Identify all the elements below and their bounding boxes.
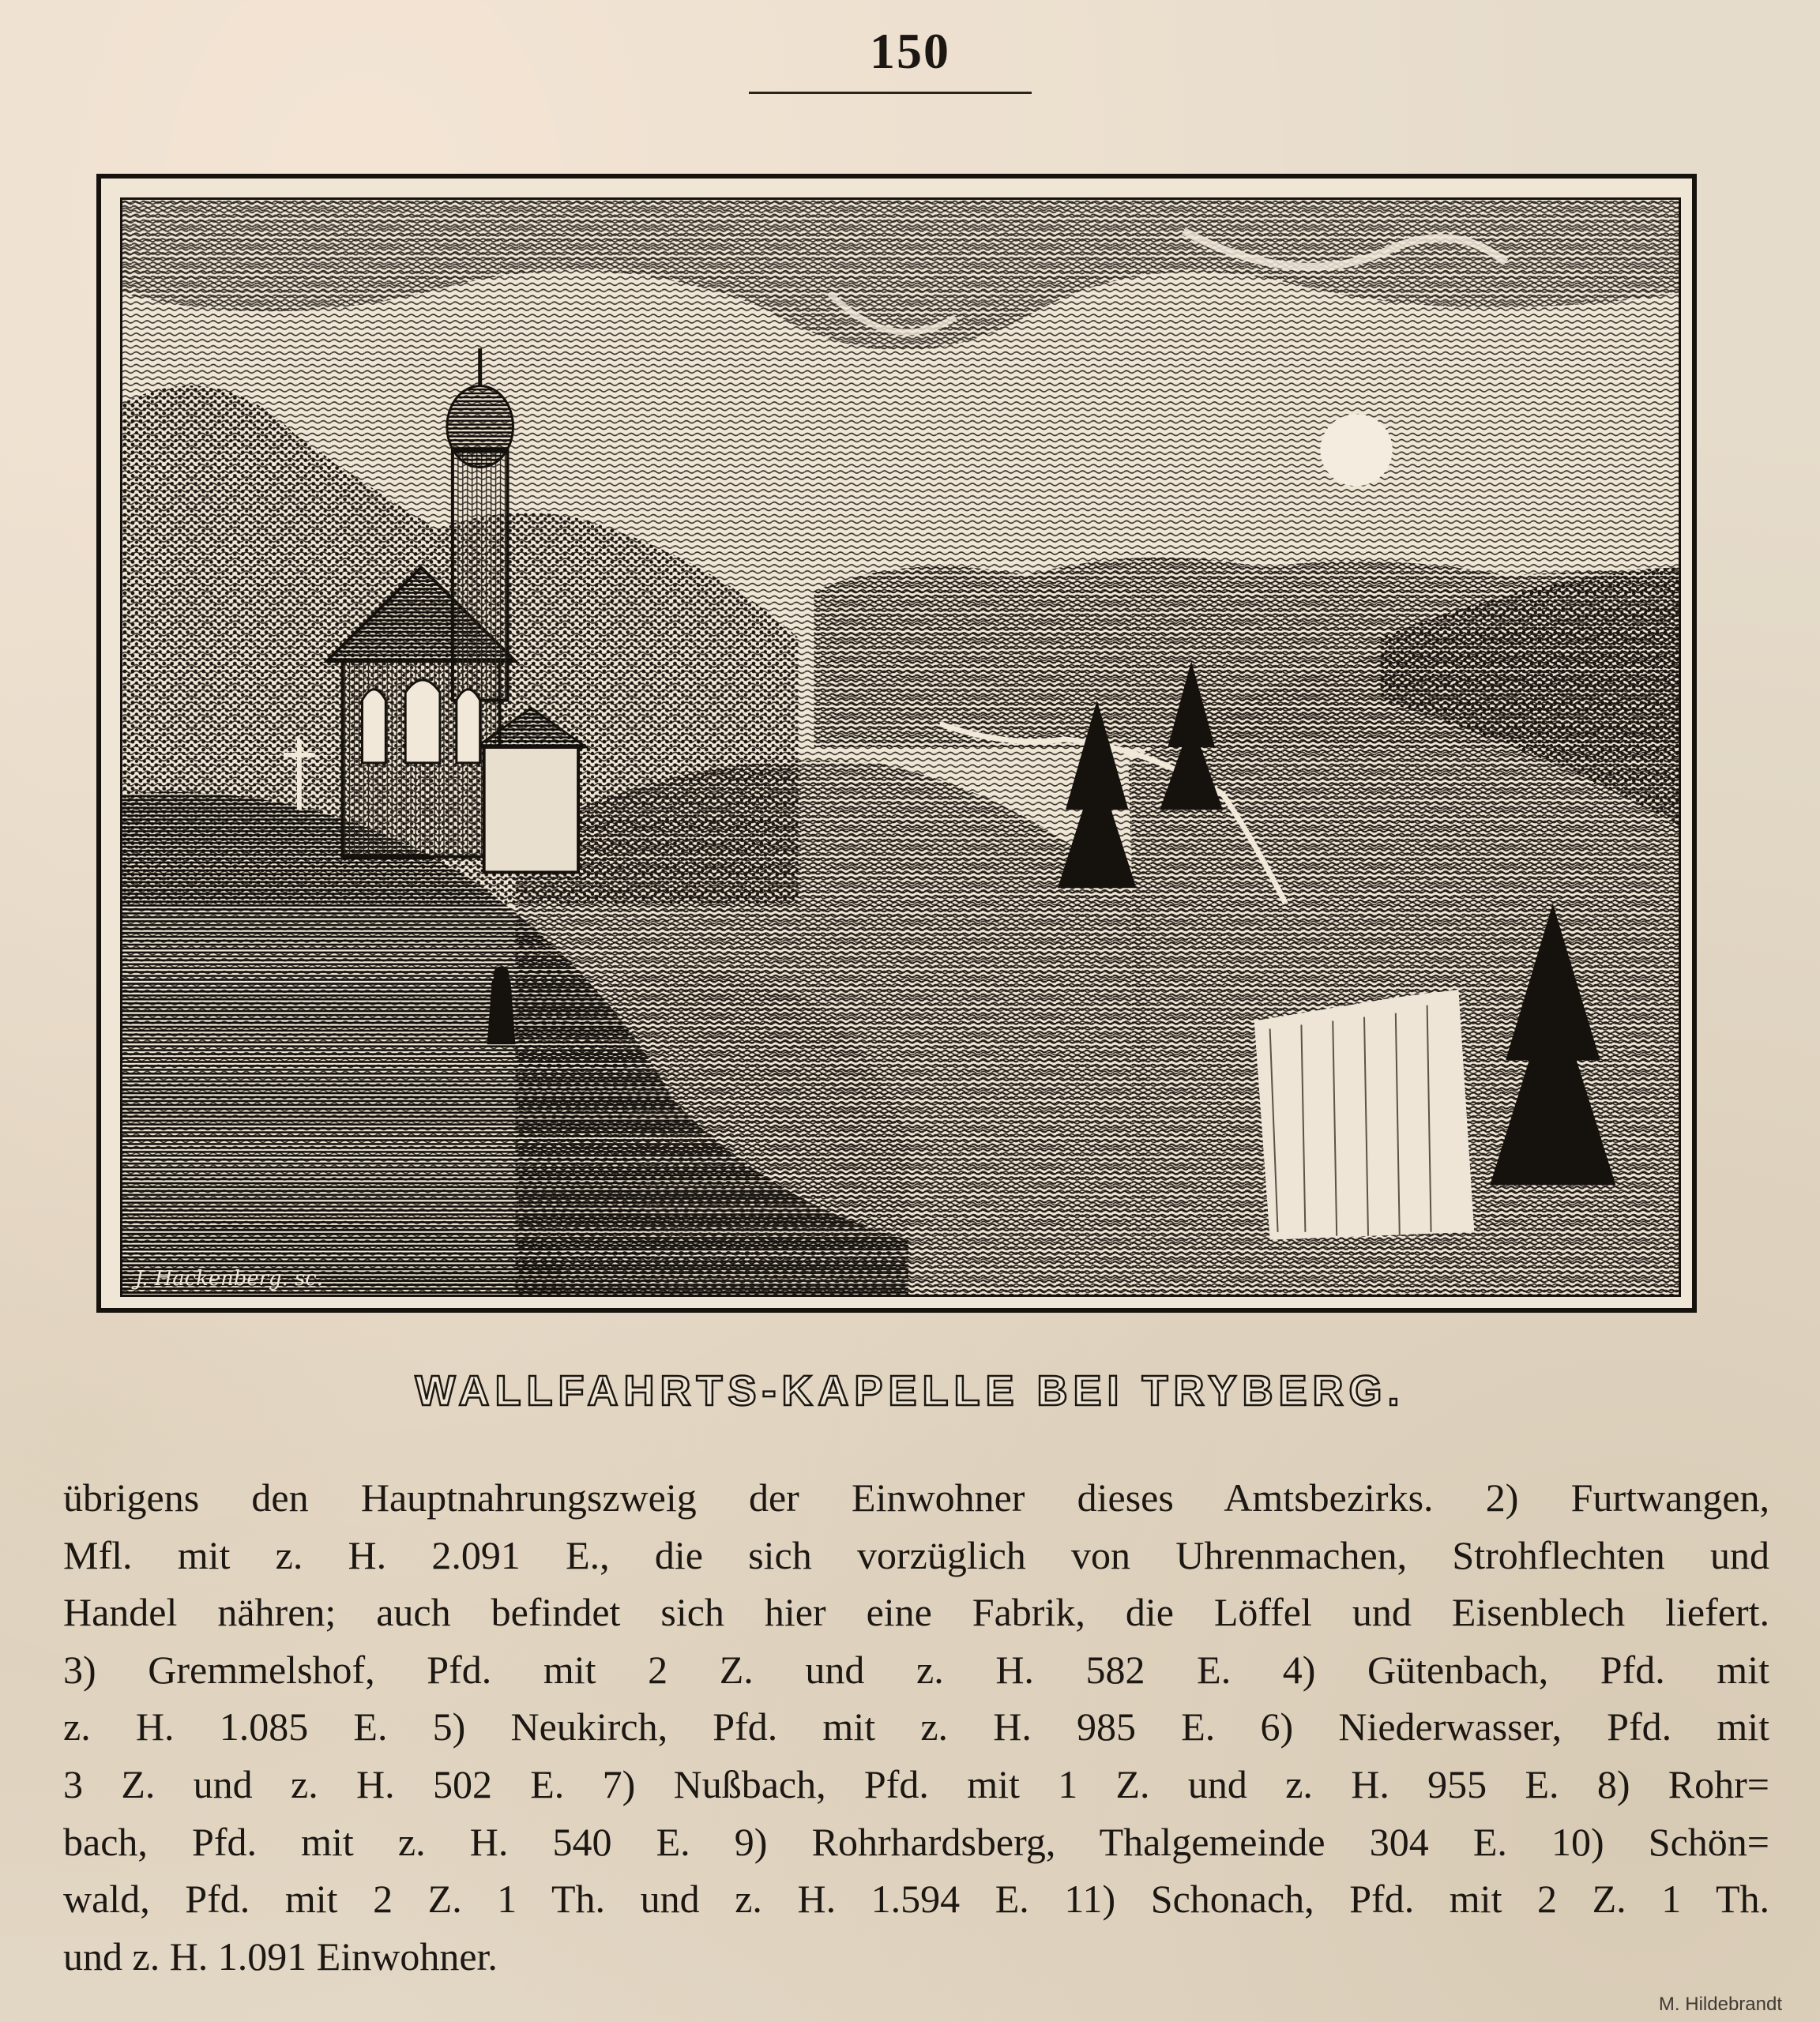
text-line: Handel nähren; auch befindet sich hier eine Fabrik, die Löffel und Eisenblech liefert. [63,1590,1769,1635]
text-line: z. H. 1.085 E. 5) Neukirch, Pfd. mit z. H. 985 E. 6) Niederwasser, Pfd. mit [63,1704,1769,1750]
body-text [63,1469,1769,1985]
text-line: und z. H. 1.091 Einwohner. [63,1934,498,1979]
chapel-window [405,680,440,763]
engraving-image [120,197,1681,1297]
engraving-illustration [122,200,1679,1295]
text-line: 3 Z. und z. H. 502 E. 7) Nußbach, Pfd. mit 1 Z. und z. H. 955 E. 8) Rohr= [63,1761,1769,1806]
header-rule [749,92,1032,94]
text-line: übrigens den Hauptnahrungszweig der Einwohner dieses Amtsbezirks. 2) Furtwangen, [63,1475,1769,1520]
chapel-window [457,690,480,763]
bell-tower [453,450,508,701]
text-line: bach, Pfd. mit z. H. 540 E. 9) Rohrhardsberg, Thalgemeinde 304 E. 10) Schön= [63,1819,1769,1864]
chapel-annex [484,747,578,872]
engraving-frame [96,174,1697,1313]
illustration-caption: WALLFAHRTS-KAPELLE BEI TRYBERG. [415,1367,1405,1415]
chapel-window [362,690,385,763]
onion-dome [447,386,513,468]
moon [1320,414,1393,486]
text-line: 3) Gremmelshof, Pfd. mit 2 Z. und z. H. 582 E. 4) Gütenbach, Pfd. mit [63,1647,1769,1692]
text-line: Mfl. mit z. H. 2.091 E., die sich vorzüglich von Uhrenmachen, Strohflechten und [63,1532,1769,1577]
text-line: wald, Pfd. mit 2 Z. 1 Th. und z. H. 1.594 E. 11) Schonach, Pfd. mit 2 Z. 1 Th. [63,1877,1769,1922]
watermark: M. Hildebrandt [1658,1994,1782,2015]
engraver-signature: J. Hackenberg. sc. [134,1267,324,1291]
page-number: 150 [870,23,950,79]
